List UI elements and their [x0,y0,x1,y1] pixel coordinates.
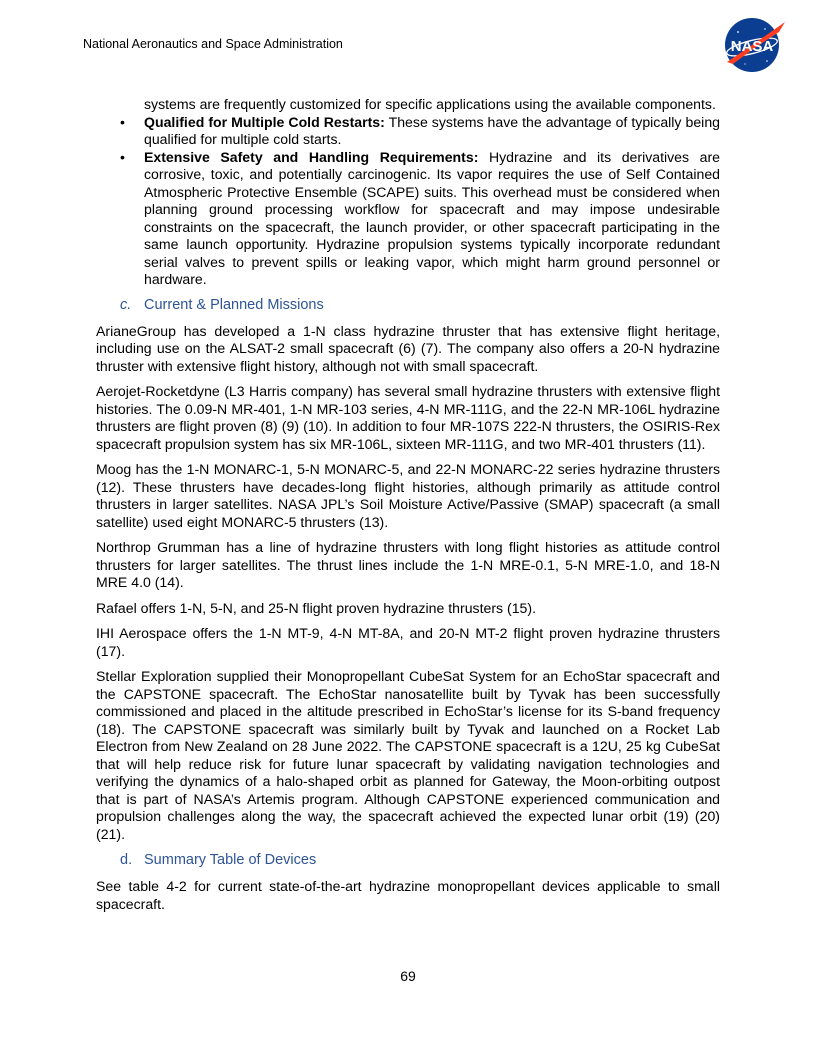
paragraph-stellar: Stellar Exploration supplied their Monopropellant CubeSat System for an EchoStar spacecraft and the CAPSTONE spacecraft. The EchoStar nanosatellite built by Tyvak has been successfully commissioned and placed in the altitude prescribed in EchoStar’s license for its S-band frequency (18). The CAPSTONE spacecraft was similarly built by Tyvak and launched on a Rocket Lab Electron from New Zealand on 28 June 2022. The CAPSTONE spacecraft is a 12U, 25 kg CubeSat that will help reduce risk for future lunar spacecraft by validating navigation technologies and verifying the dynamics of a halo-shaped orbit as planned for Gateway, the Moon-orbiting outpost that is part of NASA’s Artemis program. Although CAPSTONE experienced communication and propulsion challenges along the way, the spacecraft achieved the expected lunar orbit (19) (20) (21). [96,668,720,842]
nasa-logo-text: NASA [730,38,774,55]
bullet-dot: • [120,113,125,130]
bullet-item [96,149,720,289]
section-letter: d. [120,852,133,868]
bullet-dot: • [120,148,125,165]
paragraph-rafael: Rafael offers 1-N, 5-N, and 25-N flight proven hydrazine thrusters (15). [96,599,536,616]
section-heading-d [120,851,720,869]
bullet-text: These systems have the advantage of typically being qualified for multiple cold starts. [144,113,720,147]
page-content [96,96,720,921]
nasa-logo [721,16,787,74]
section-title: Current & Planned Missions [144,296,324,313]
continued-text: systems are frequently customized for specific applications using the available components. [144,96,716,112]
section-heading-c [120,296,720,314]
header-title: National Aeronautics and Space Administration [83,37,343,51]
paragraph-ihi: IHI Aerospace offers the 1-N MT-9, 4-N MT-8A, and 20-N MT-2 flight proven hydrazine thrusters (17). [96,625,720,659]
bullet-bold: Qualified for Multiple Cold Restarts: [144,113,385,130]
paragraph-northrop: Northrop Grumman has a line of hydrazine thrusters with long flight histories as attitude control thrusters for larger satellites. The thrust lines include the 1-N MRE-0.1, 5-N MRE-1.0, and 18-N MRE 4.0 (14). [96,539,720,590]
bullet-item [96,114,720,149]
paragraph-moog: Moog has the 1-N MONARC-1, 5-N MONARC-5, and 22-N MONARC-22 series hydrazine thrusters (12). These thrusters have decades-long flight histories, although primarily as attitude control thrusters in larger satellites. NASA JPL’s Soil Moisture Active/Passive (SMAP) spacecraft (a small satellite) used eight MONARC-5 thrusters (13). [96,461,720,530]
bullet-text: Hydrazine and its derivatives are corrosive, toxic, and potentially carcinogenic. Its vapor requires the use of Self Contained Atmospheric Protective Ensemble (SCAPE) suits. This overhead must be considered when planning ground processing workflow for spacecraft and may impose undesirable constraints on the spacecraft, the launch provider, or other spacecraft participating in the same launch opportunity. Hydrazine propulsion systems typically incorporate redundant serial valves to prevent spills or leaking vapor, which might harm ground personnel or hardware. [144,148,720,287]
page-number: 69 [400,968,416,984]
paragraph-summary: See table 4-2 for current state-of-the-art hydrazine monopropellant devices applicable to small spacecraft. [96,878,720,912]
bullet-list [96,114,720,289]
bullet-bold: Extensive Safety and Handling Requirements: [144,148,479,165]
paragraph-arianegroup: ArianeGroup has developed a 1-N class hydrazine thruster that has extensive flight heritage, including use on the ALSAT-2 small spacecraft (6) (7). The company also offers a 20-N hydrazine thruster with extensive flight history, although not with small spacecraft. [96,322,720,374]
section-title: Summary Table of Devices [144,852,317,868]
section-letter: c. [120,296,132,313]
paragraph-aerojet: Aerojet-Rocketdyne (L3 Harris company) has several small hydrazine thrusters with extensive flight histories. The 0.09-N MR-401, 1-N MR-103 series, 4-N MR-111G, and the 22-N MR-106L hydrazine thrusters are flight proven (8) (9) (10). In addition to four MR-107S 222-N thrusters, the OSIRIS-Rex spacecraft propulsion system has six MR-106L, sixteen MR-111G, and two MR-401 thrusters (11). [96,383,720,452]
